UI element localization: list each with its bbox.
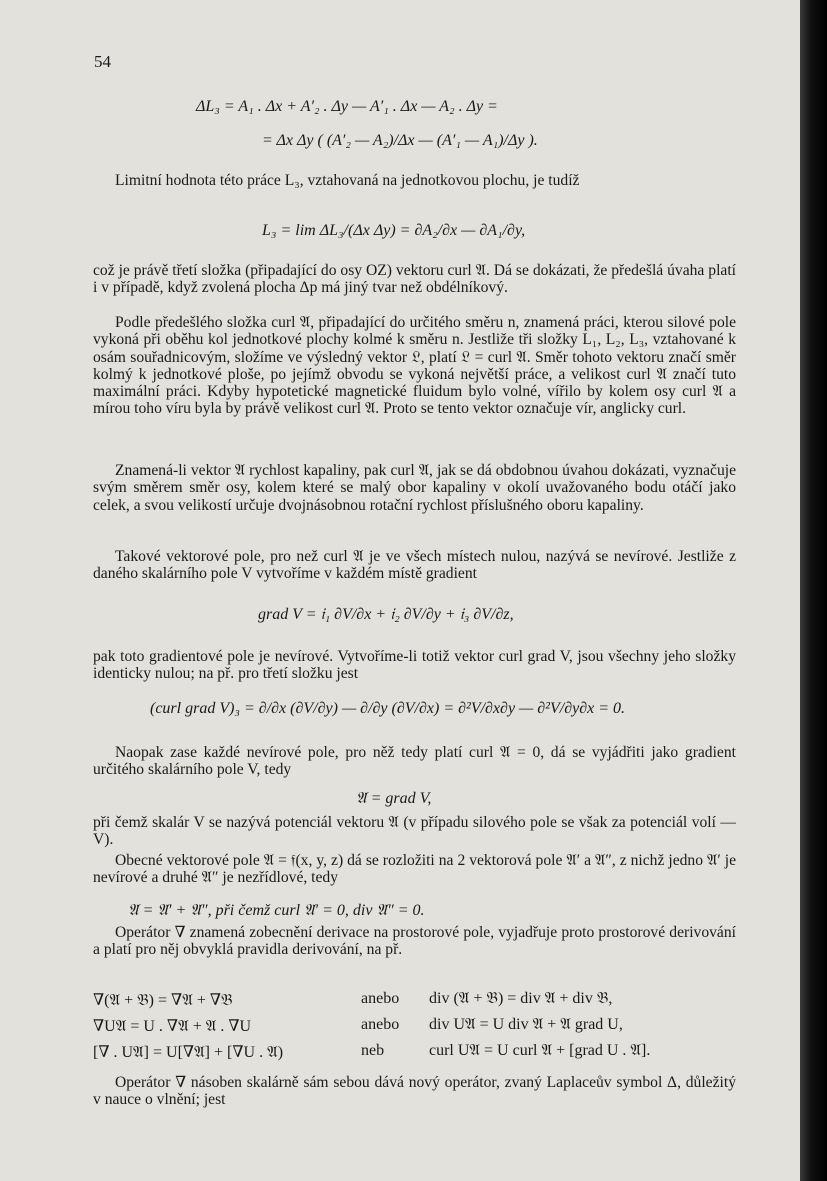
rule-3-left: [∇ . U𝔄] = U[∇𝔄] + [∇U . 𝔄) (93, 1044, 284, 1061)
paragraph-potential: při čemž skalár V se nazývá potenciál vektoru 𝔄 (v případu silového pole se však za potenciál volí — V). (93, 814, 736, 849)
paragraph-nabla-operator: Operátor ∇ znamená zobecnění derivace na prostorové pole, vyjadřuje proto prostorové derivování a platí pro něj obvyklá pravidla derivování, na př. (93, 924, 736, 959)
paragraph-curl-work: Podle předešlého složka curl 𝔄, připadající do určitého směru n, znamená práci, kterou silové pole vykoná při oběhu kol jednotkové plochy kolmé k směru n. Jestliže tři složky L₁, L₂, L₃, vztahované k osám souřadnicovým, složíme ve výsledný vektor 𝔏, platí 𝔏 = curl 𝔄. Směr tohoto vektoru značí směr kolmý k jednotkové ploše, po jejímž obvodu se vykoná největší práce, a velikost curl 𝔄 značí tuto maximální práci. Kdyby hypotetické magnetické fluidum bylo volné, vířilo by kolem osy curl 𝔄 a mírou toho víru byla by právě velikost curl 𝔄. Proto se tento vektor označuje vír, anglicky curl. (93, 314, 736, 418)
equation-a-grad-v: 𝔄 = grad V, (356, 790, 432, 807)
paragraph-limit: Limitní hodnota této práce L₃, vztahovaná na jednotkovou plochu, je tudíž (115, 172, 580, 189)
rule-2-right: div U𝔄 = U div 𝔄 + 𝔄 grad U, (429, 1016, 623, 1033)
equation-gradient: grad V = 𝔦₁ ∂V/∂x + 𝔦₂ ∂V/∂y + 𝔦₃ ∂V/∂z, (258, 606, 514, 623)
rule-3-conj: neb (361, 1042, 385, 1059)
equation-delta-l3-line2: = Δx Δy ( (A′₂ — A₂)/Δx — (A′₁ — A₁)/Δy ). (262, 132, 538, 149)
paragraph-gradient-field: pak toto gradientové pole je nevírové. Vytvoříme-li totiž vektor curl grad V, jsou všechny jeho složky identicky nulou; na př. pro třetí složku jest (93, 648, 736, 683)
equation-decomposition: 𝔄 = 𝔄′ + 𝔄″, při čemž curl 𝔄′ = 0, div 𝔄″ = 0. (128, 902, 425, 919)
paragraph-laplace: Operátor ∇ násoben skalárně sám sebou dává nový operátor, zvaný Laplaceův symbol Δ, důležitý v nauce o vlnění; jest (93, 1074, 736, 1109)
page-number: 54 (94, 52, 111, 71)
equation-l3-limit: L₃ = lim ΔL₃/(Δx Δy) = ∂A₂/∂x — ∂A₁/∂y, (262, 222, 526, 239)
paragraph-fluid-velocity: Znamená-li vektor 𝔄 rychlost kapaliny, pak curl 𝔄, jak se dá obdobnou úvahou dokázati, vyznačuje svým směrem směr osy, kolem které se malý obor kapaliny v okolí uvažovaného bodu otáčí jako celek, a svou velikostí určuje dvojnásobnou rotační rychlost příslušného oboru kapaliny. (93, 462, 736, 514)
rule-1-conj: anebo (361, 990, 400, 1007)
rule-3-right: curl U𝔄 = U curl 𝔄 + [grad U . 𝔄]. (429, 1042, 651, 1059)
book-spine-shadow (800, 0, 827, 1181)
equation-delta-l3-line1: ΔL₃ = A₁ . Δx + A′₂ . Δy — A′₁ . Δx — A₂ . Δy = (196, 98, 498, 115)
rule-2-conj: anebo (361, 1016, 400, 1033)
paragraph-decomposition: Obecné vektorové pole 𝔄 = 𝔣(x, y, z) dá se rozložiti na 2 vektorová pole 𝔄′ a 𝔄″, z nichž jedno 𝔄′ je nevírové a druhé 𝔄″ je nezřídlové, tedy (93, 852, 736, 887)
equation-curl-grad: (curl grad V)₃ = ∂/∂x (∂V/∂y) — ∂/∂y (∂V/∂x) = ∂²V/∂x∂y — ∂²V/∂y∂x = 0. (150, 700, 626, 717)
rule-2-left: ∇U𝔄 = U . ∇𝔄 + 𝔄 . ∇U (93, 1018, 252, 1035)
rule-1-left: ∇(𝔄 + 𝔅) = ∇𝔄 + ∇𝔅 (93, 992, 233, 1009)
paragraph-conversely: Naopak zase každé nevírové pole, pro něž tedy platí curl 𝔄 = 0, dá se vyjádřiti jako gradient určitého skalárního pole V, tedy (93, 744, 736, 779)
paragraph-third-component: což je právě třetí složka (připadající do osy OZ) vektoru curl 𝔄. Dá se dokázati, že předešlá úvaha platí i v případě, když zvolená plocha Δp má jiný tvar než obdélníkový. (93, 262, 736, 297)
rule-1-right: div (𝔄 + 𝔅) = div 𝔄 + div 𝔅, (429, 990, 613, 1007)
paragraph-irrotational: Takové vektorové pole, pro než curl 𝔄 je ve všech místech nulou, nazývá se nevírové. Jestliže z daného skalárního pole V vytvoříme v každém místě gradient (93, 548, 736, 583)
